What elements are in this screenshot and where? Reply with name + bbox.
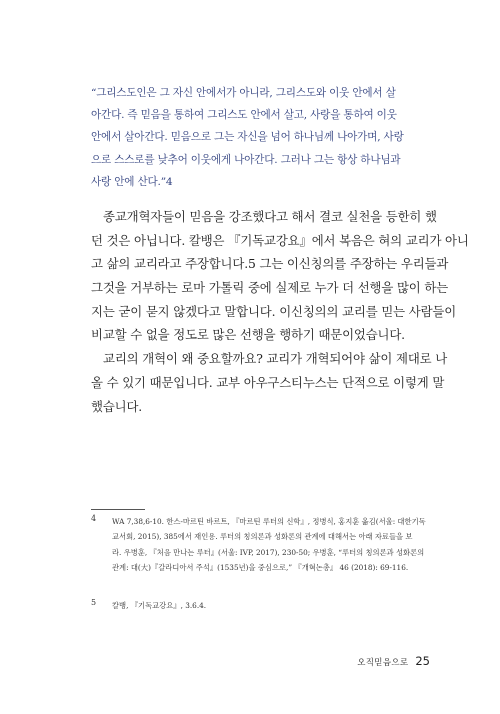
running-footer-title: 오직믿음으로	[357, 658, 409, 668]
block-quote	[91, 82, 425, 193]
body-line: 던 것은 아닙니다. 칼뱅은 『기독교강요』에서 복음은 혀의 교리가 아니	[91, 232, 469, 248]
page-footer	[300, 650, 430, 669]
body-line: 했습니다.	[91, 398, 143, 414]
footnote-line: WA 7,38,6-10. 한스-마르틴 바르트, 『마르틴 루터의 신학』, 정병식, 홍지훈 옮김(서울: 대한기독	[112, 517, 426, 526]
body-text	[91, 205, 469, 418]
quote-line: 사랑 안에 산다.”4	[91, 175, 173, 188]
body-line: 비교할 수 없을 정도로 많은 선행을 행하기 때문이었습니다.	[91, 327, 405, 343]
footnote-text	[112, 598, 430, 613]
quote-line: “그리스도인은 그 자신 안에서가 아니라, 그리스도와 이웃 안에서 살	[91, 87, 396, 99]
footnote-line: 관계: 대(大)『갈라디아서 주석』(1535년)을 중심으로,” 『개혁논총』 46 (2018): 69-116.	[112, 562, 409, 572]
footnote-number: 5	[91, 598, 97, 607]
quote-line: 안에서 살아간다. 믿음으로 그는 자신을 넘어 하나님께 나아가며, 사랑	[91, 131, 404, 144]
footnote-number: 4	[91, 514, 97, 523]
footnote-text	[112, 514, 430, 575]
body-line: 지는 굳이 묻지 않겠다고 말합니다. 이신칭의의 교리를 믿는 사람들이	[91, 303, 457, 319]
footnote-line: 교서회, 2015), 385에서 재인용. 루터의 칭의론과 성화론의 관계에 대해서는 아래 자료들을 보	[112, 532, 413, 542]
body-line: 교리의 개혁이 왜 중요할까요? 교리가 개혁되어야 삶이 제대로 나	[103, 351, 448, 367]
footnote-line: 라. 우병훈, 『처음 만나는 루터』(서울: IVP, 2017), 230-50; 우병훈, “루터의 칭의론과 성화론의	[112, 547, 425, 557]
footnote-divider	[91, 509, 145, 510]
quote-line: 으로 스스로를 낮추어 이웃에게 나아간다. 그러나 그는 항상 하나님과	[91, 153, 401, 166]
quote-line: 아간다. 즉 믿음을 통하여 그리스도 안에서 살고, 사랑을 통하여 이웃	[91, 109, 397, 122]
body-line: 종교개혁자들이 믿음을 강조했다고 해서 결코 실천을 등한히 했	[103, 209, 437, 224]
body-line: 고 삶의 교리라고 주장합니다.5 그는 이신칭의를 주장하는 우리들과	[91, 256, 449, 272]
body-line: 올 수 있기 때문입니다. 교부 아우구스티누스는 단적으로 이렇게 말	[91, 374, 445, 390]
footnote-line: 칼뱅, 『기독교강요』, 3.6.4.	[112, 601, 207, 610]
body-line: 그것을 거부하는 로마 가톨릭 중에 실제로 누가 더 선행을 많이 하는	[91, 280, 449, 296]
page-number: 25	[415, 654, 430, 668]
